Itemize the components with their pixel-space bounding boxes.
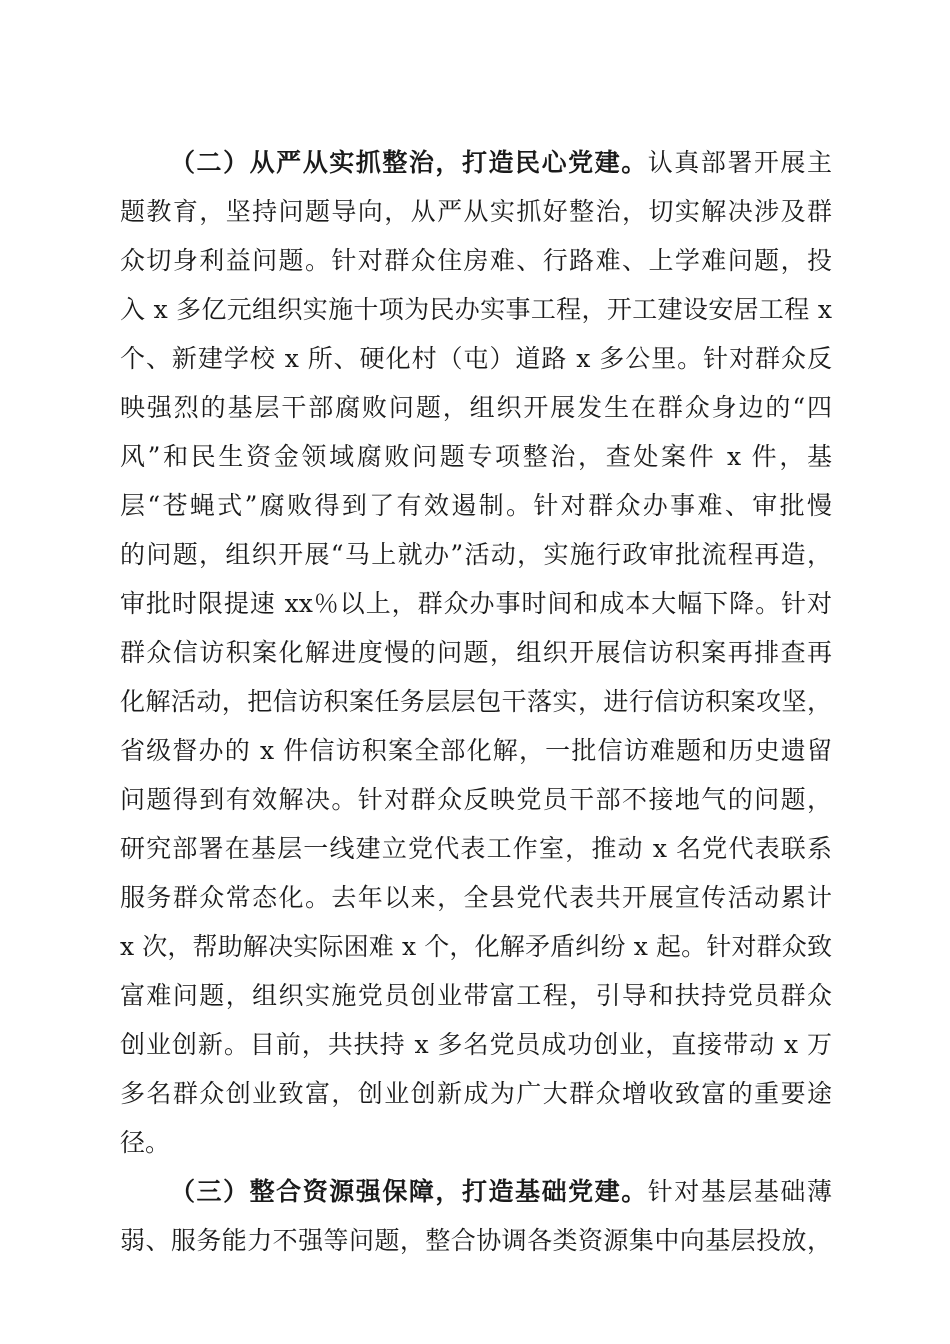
- paragraph-line: 风”和民生资金领域腐败问题专项整治，查处案件 x 件，基: [120, 442, 832, 471]
- paragraph-line: 化解活动，把信访积案任务层层包干落实，进行信访积案攻坚，: [120, 687, 832, 716]
- paragraph-line: 多名群众创业致富，创业创新成为广大群众增收致富的重要途: [120, 1079, 832, 1108]
- paragraph-line: 众切身利益问题。针对群众住房难、行路难、上学难问题，投: [120, 246, 832, 275]
- section-heading: （三）整合资源强保障，打造基础党建。: [170, 1177, 648, 1206]
- paragraph-line: x 次，帮助解决实际困难 x 个，化解矛盾纠纷 x 起。针对群众致: [120, 932, 832, 961]
- paragraph-line: 个、新建学校 x 所、硬化村（屯）道路 x 多公里。针对群众反: [120, 344, 832, 373]
- paragraph-line: 问题得到有效解决。针对群众反映党员干部不接地气的问题，: [120, 785, 832, 814]
- paragraph-line: 省级督办的 x 件信访积案全部化解，一批信访难题和历史遗留: [120, 736, 832, 765]
- paragraph-line: 题教育，坚持问题导向，从严从实抓好整治，切实解决涉及群: [120, 197, 832, 226]
- section-heading: （二）从严从实抓整治，打造民心党建。: [170, 148, 648, 177]
- paragraph-line: 的问题，组织开展“马上就办”活动，实施行政审批流程再造，: [120, 540, 832, 569]
- paragraph-line: [170, 1174, 832, 1210]
- paragraph-line: 入 x 多亿元组织实施十项为民办实事工程，开工建设安居工程 x: [120, 295, 832, 324]
- paragraph-line: 服务群众常态化。去年以来，全县党代表共开展宣传活动累计: [120, 883, 832, 912]
- paragraph-line: 径。: [120, 1128, 171, 1157]
- paragraph-line: 群众信访积案化解进度慢的问题，组织开展信访积案再排查再: [120, 638, 832, 667]
- paragraph-line: 映强烈的基层干部腐败问题，组织开展发生在群众身边的“四: [120, 393, 832, 422]
- paragraph-line: 弱、服务能力不强等问题，整合协调各类资源集中向基层投放，: [120, 1226, 832, 1255]
- paragraph-line: 富难问题，组织实施党员创业带富工程，引导和扶持党员群众: [120, 981, 832, 1010]
- paragraph-text: 认真部署开展主: [647, 148, 832, 177]
- paragraph-line: 研究部署在基层一线建立党代表工作室，推动 x 名党代表联系: [120, 834, 832, 863]
- paragraph-line: 审批时限提速 xx％以上，群众办事时间和成本大幅下降。针对: [120, 589, 832, 618]
- paragraph-line: 层“苍蝇式”腐败得到了有效遏制。针对群众办事难、审批慢: [120, 491, 832, 520]
- paragraph-line: 创业创新。目前，共扶持 x 多名党员成功创业，直接带动 x 万: [120, 1030, 832, 1059]
- paragraph-text: 针对基层基础薄: [647, 1177, 832, 1206]
- paragraph-line: [170, 145, 832, 181]
